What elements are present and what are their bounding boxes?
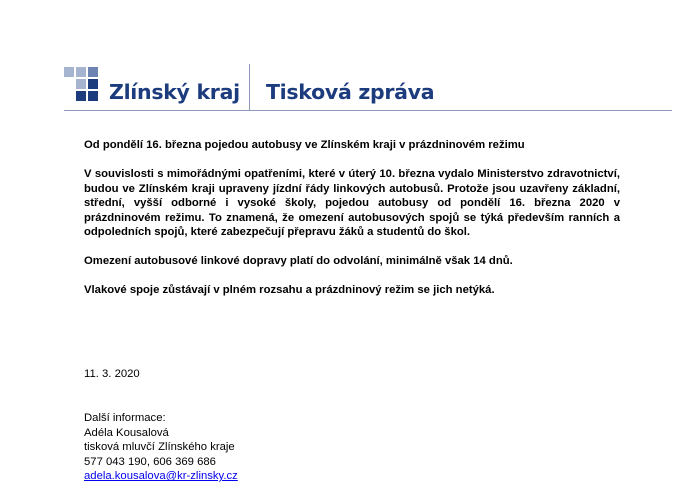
article-lead-paragraph: V souvislosti s mimořádnými opatřeními, které v úterý 10. března vydalo Ministerstvo zdravotnictví, budou ve Zlínském kraji upraveny jízdní řády linkových autobusů. Protože jsou uzavřeny základní, střední, vyšší odborné i vysoké školy, pojedou autobusy od pondělí 16. března 2020 v prázdninovém režimu. To znamená, že omezení autobusových spojů se týká především ranních a odpoledních spojů, které zabezpečují přepravu žáků a studentů do škol. xyxy=(84,168,620,238)
logo-square xyxy=(76,79,86,89)
contact-heading: Další informace: xyxy=(84,412,166,424)
logo-square xyxy=(88,67,98,77)
release-date: 11. 3. 2020 xyxy=(84,368,140,380)
header-divider xyxy=(249,64,250,110)
article-paragraph-2: Omezení autobusové linkové dopravy platí do odvolání, minimálně však 14 dnů. xyxy=(84,255,513,267)
contact-block xyxy=(84,411,238,484)
article-paragraph-3: Vlakové spoje zůstávají v plném rozsahu a prázdninový režim se jich netýká. xyxy=(84,284,495,296)
contact-phones: 577 043 190, 606 369 686 xyxy=(84,455,216,468)
contact-email-link[interactable]: adela.kousalova@kr-zlinsky.cz xyxy=(84,470,238,483)
brand-name: Zlínský kraj xyxy=(109,80,240,104)
document-type: Tisková zpráva xyxy=(266,80,435,104)
contact-role: tisková mluvčí Zlínského kraje xyxy=(84,441,235,454)
header-rule xyxy=(64,110,672,111)
contact-name: Adéla Kousalová xyxy=(84,426,169,439)
logo-square xyxy=(76,91,86,101)
press-release-body xyxy=(84,138,620,312)
logo-square xyxy=(64,67,74,77)
logo-square xyxy=(76,67,86,77)
logo-squares-icon xyxy=(64,67,102,102)
article-title: Od pondělí 16. března pojedou autobusy ve Zlínském kraji v prázdninovém režimu xyxy=(84,139,525,151)
logo-square xyxy=(88,79,98,89)
logo-square xyxy=(88,91,98,101)
